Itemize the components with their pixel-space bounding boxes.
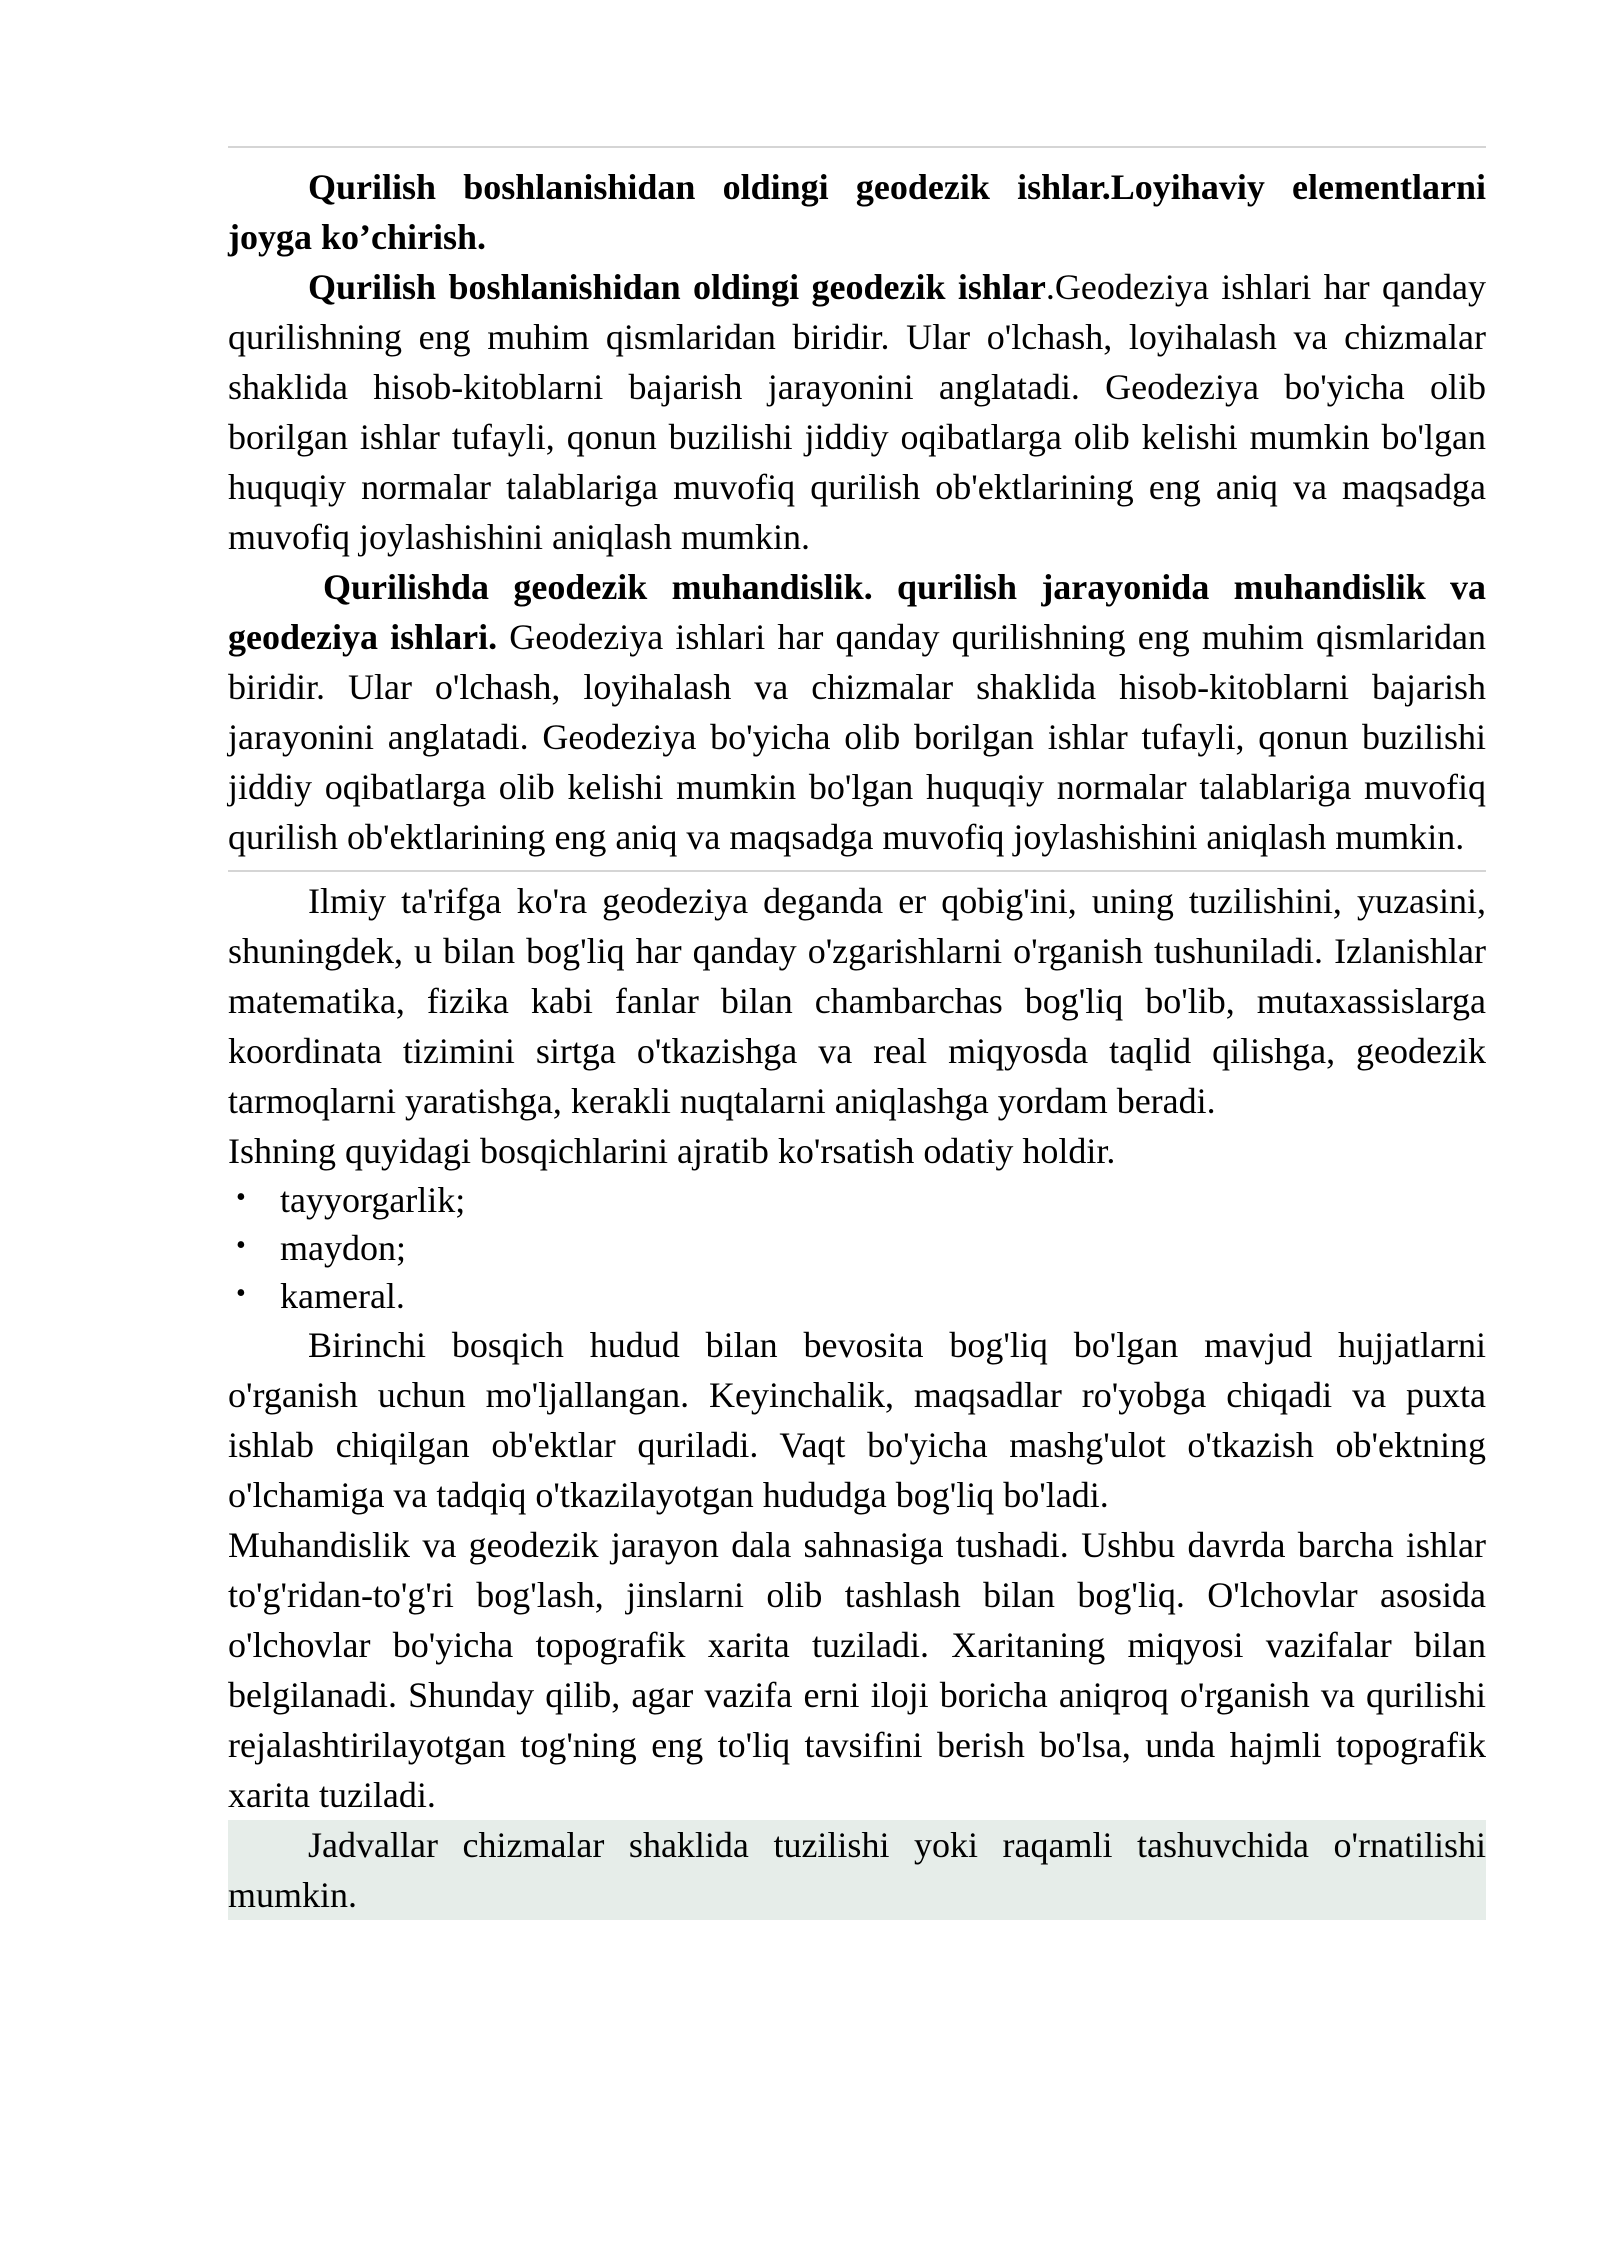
paragraph-tables-note-highlighted: Jadvallar chizmalar shaklida tuzilishi yoki raqamli tashuvchida o'rnatilishi mumkin. bbox=[228, 1820, 1486, 1920]
section-divider bbox=[228, 870, 1486, 872]
paragraph-pre-construction-body: .Geodeziya ishlari har qanday qurilishning eng muhim qismlaridan biridir. Ular o'lchash, loyihalash va chizmalar shaklida hisob-kitoblarni bajarish jarayonini anglatadi. Geodeziya bo'yicha olib borilgan ishlar tufayli, qonun buzilishi jiddiy oqibatlarga olib kelishi mumkin bo'lgan huquqiy normalar talablariga muvofiq qurilish ob'ektlarining eng aniq va maqsadga muvofiq joylashishini aniqlash mumkin. bbox=[228, 267, 1486, 557]
list-item bbox=[228, 1176, 1486, 1224]
paragraph-field-stage: Muhandislik va geodezik jarayon dala sahnasiga tushadi. Ushbu davrda barcha ishlar to'g'ridan-to'g'ri bog'lash, jinslarni olib tashlash bilan bog'liq. O'lchovlar asosida o'lchovlar bo'yicha topografik xarita tuziladi. Xaritaning miqyosi vazifalar bilan belgilanadi. Shunday qilib, agar vazifa erni iloji boricha aniqroq o'rganish va qurilishi rejalashtirilayotgan tog'ning eng to'liq tavsifini berish bo'lsa, unda hajmli topografik xarita tuziladi. bbox=[228, 1525, 1486, 1815]
stages-list bbox=[228, 1176, 1486, 1320]
list-item bbox=[228, 1224, 1486, 1272]
bullet-icon: • bbox=[236, 1230, 246, 1261]
paragraph-engineering-body: Geodeziya ishlari har qanday qurilishning eng muhim qismlaridan biridir. Ular o'lchash, loyihalash va chizmalar shaklida hisob-kitoblarni bajarish jarayonini anglatadi. Geodeziya bo'yicha olib borilgan ishlar tufayli, qonun buzilishi jiddiy oqibatlarga olib kelishi mumkin bo'lgan huquqiy normalar talablariga muvofiq qurilish ob'ektlarining eng aniq va maqsadga muvofiq joylashishini aniqlash mumkin. bbox=[228, 617, 1486, 857]
paragraph-definition: Ilmiy ta'rifga ko'ra geodeziya deganda er qobig'ini, uning tuzilishini, yuzasini, shuningdek, u bilan bog'liq har qanday o'zgarishlarni o'rganish tushuniladi. Izlanishlar matematika, fizika kabi fanlar bilan chambarchas bog'liq bo'lib, mutaxassislarga koordinata tizimini sirtga o'tkazishga va real miqyosda taqlid qilishga, geodezik tarmoqlarni yaratishga, kerakli nuqtalarni aniqlashga yordam beradi. bbox=[228, 881, 1486, 1121]
bullet-icon: • bbox=[236, 1278, 246, 1309]
list-item-label: tayyorgarlik; bbox=[280, 1180, 466, 1220]
paragraph-stages-intro: Ishning quyidagi bosqichlarini ajratib ko'rsatish odatiy holdir. bbox=[228, 1131, 1116, 1171]
top-divider bbox=[228, 146, 1486, 148]
bullet-icon: • bbox=[236, 1182, 246, 1213]
paragraph-first-stage: Birinchi bosqich hudud bilan bevosita bog'liq bo'lgan mavjud hujjatlarni o'rganish uchun mo'ljallangan. Keyinchalik, maqsadlar ro'yobga chiqadi va puxta ishlab chiqilgan ob'ektlar quriladi. Vaqt bo'yicha mashg'ulot o'tkazish ob'ektning o'lchamiga va tadqiq o'tkazilayotgan hududga bog'liq bo'ladi. bbox=[228, 1325, 1486, 1515]
paragraph-pre-construction-lead: Qurilish boshlanishidan oldingi geodezik ishlar bbox=[308, 267, 1046, 307]
document-content bbox=[228, 146, 1486, 1920]
list-item-label: kameral. bbox=[280, 1276, 405, 1316]
paragraph-pre-construction bbox=[228, 262, 1486, 562]
paragraph-engineering-lead: Qurilishda geodezik muhandislik. qurilish jarayonida muhandislik va geodeziya ishlari. bbox=[228, 567, 1486, 657]
document-title: Qurilish boshlanishidan oldingi geodezik ishlar.Loyihaviy elementlarni joyga ko’chirish. bbox=[228, 167, 1486, 257]
paragraph-engineering bbox=[228, 562, 1486, 862]
list-item-label: maydon; bbox=[280, 1228, 406, 1268]
list-item bbox=[228, 1272, 1486, 1320]
